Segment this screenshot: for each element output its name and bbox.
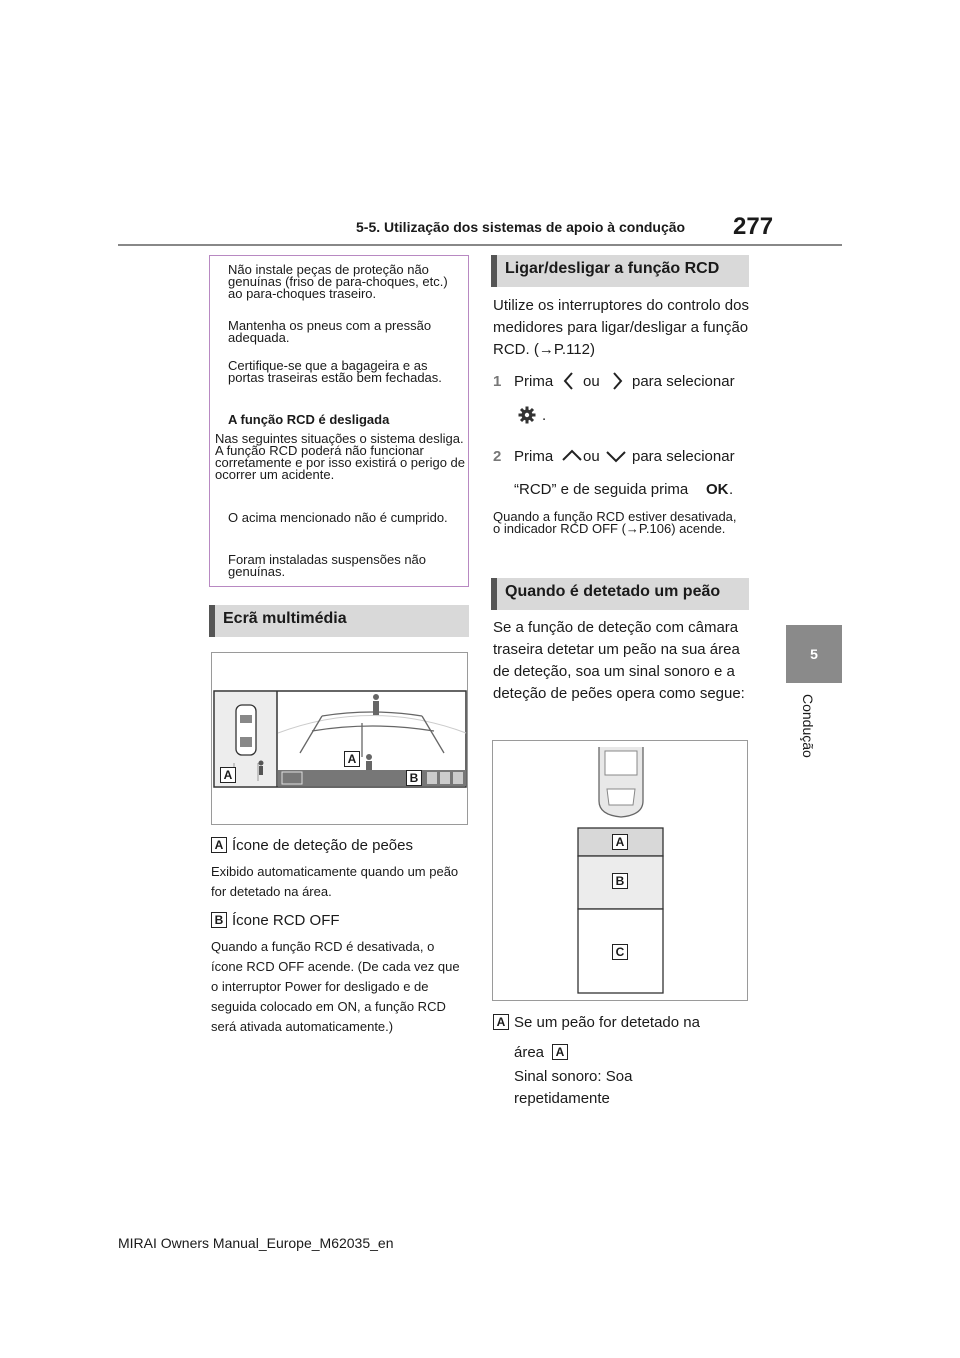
legend-b-title: Ícone RCD OFF: [232, 912, 340, 929]
case-a-text1: Se um peão for detetado na: [514, 1014, 700, 1031]
section-heading-toggle: Ligar/desligar a função RCD: [491, 255, 749, 287]
step2-text-b: para selecionar: [632, 448, 735, 465]
detection-area-illustration: [493, 741, 749, 1002]
figure-label-a: A: [344, 751, 360, 767]
header-rule: [118, 244, 842, 246]
case-a-ref: A: [552, 1044, 568, 1060]
legend-label-a: A: [211, 837, 227, 853]
step1-text-a: Prima: [514, 373, 554, 390]
section-heading-pedestrian: Quando é detetado um peão: [491, 578, 749, 610]
toggle-note: Quando a função RCD estiver desativada, o indicador RCD OFF (→P.106) acende.: [493, 509, 737, 536]
step2-text-a: Prima: [514, 448, 554, 465]
case-a-text2: área: [514, 1044, 545, 1061]
chevron-right-icon: [612, 371, 624, 391]
warning-intro: Nas seguintes situações o sistema desliga. A função RCD poderá não funcionar corretamente e por isso existirá o perigo de ocorrer um acidente.: [215, 431, 466, 482]
chevron-left-icon: [562, 371, 574, 391]
zone-label-c: C: [612, 944, 628, 960]
legend-a-title: Ícone de deteção de peões: [232, 837, 413, 854]
chapter-label: Condução: [800, 694, 816, 758]
manual-footer: MIRAI Owners Manual_Europe_M62035_en: [118, 1235, 394, 1251]
legend-label-b: B: [211, 912, 227, 928]
warning-item: O acima mencionado não é cumprido.: [228, 510, 448, 525]
warning-box: [209, 255, 469, 587]
chevron-down-icon: [605, 450, 627, 464]
case-a-sound2: repetidamente: [514, 1090, 610, 1107]
pedestrian-intro: Se a função de deteção com câmara traseira detetar um peão na sua área de deteção, soa um sinal sonoro e a deteção de peões opera como segue:: [493, 619, 745, 702]
section-title: 5-5. Utilização dos sistemas de apoio à condução: [356, 219, 686, 235]
legend-a-desc: Exibido automaticamente quando um peão for detetado na área.: [211, 864, 459, 899]
gear-icon: [518, 406, 536, 424]
figure-label-b: B: [406, 770, 422, 786]
warning-item: Mantenha os pneus com a pressão adequada.: [228, 318, 432, 345]
step2-or: ou: [583, 448, 600, 465]
case-label-a: A: [493, 1014, 509, 1030]
step2-line2: “RCD” e de seguida prima: [514, 481, 689, 498]
zone-label-a: A: [612, 834, 628, 850]
warning-item: Não instale peças de proteção não genuínas (friso de para-choques, etc.) ao para-choques traseiro.: [228, 262, 448, 301]
zone-label-b: B: [612, 873, 628, 889]
step1-text-b: para selecionar: [632, 373, 735, 390]
case-a-sound1: Sinal sonoro: Soa: [514, 1068, 633, 1085]
page-number: 277: [733, 213, 774, 240]
figure-label-a: A: [220, 767, 236, 783]
warning-item: Foram instaladas suspensões não genuínas.: [228, 552, 427, 579]
ok-button-glyph: OK: [706, 481, 729, 498]
step-number: 1: [493, 373, 502, 390]
detection-area-figure: [492, 740, 748, 1001]
chapter-tab: 5: [786, 625, 842, 683]
warning-item: Certifique-se que a bagageira e as portas traseiras estão bem fechadas.: [228, 358, 442, 385]
warning-subheading: A função RCD é desligada: [228, 412, 390, 427]
step1-end: .: [542, 407, 547, 424]
toggle-intro: Utilize os interruptores do controlo dos medidores para ligar/desligar a função RCD. (→P.112): [493, 297, 749, 358]
step1-or: ou: [583, 373, 600, 390]
multimedia-screen-figure: [211, 652, 468, 825]
step2-end: .: [729, 481, 734, 498]
legend-b-desc: Quando a função RCD é desativada, o ícone RCD OFF acende. (De cada vez que o interruptor Power for desligado e de seguida colocado em ON, a função RCD será ativada automaticamente.): [211, 939, 460, 1034]
multimedia-screen-illustration: [212, 653, 469, 826]
chevron-up-icon: [561, 448, 583, 462]
section-heading-multimedia: Ecrã multimédia: [209, 605, 469, 637]
step-number: 2: [493, 448, 502, 465]
